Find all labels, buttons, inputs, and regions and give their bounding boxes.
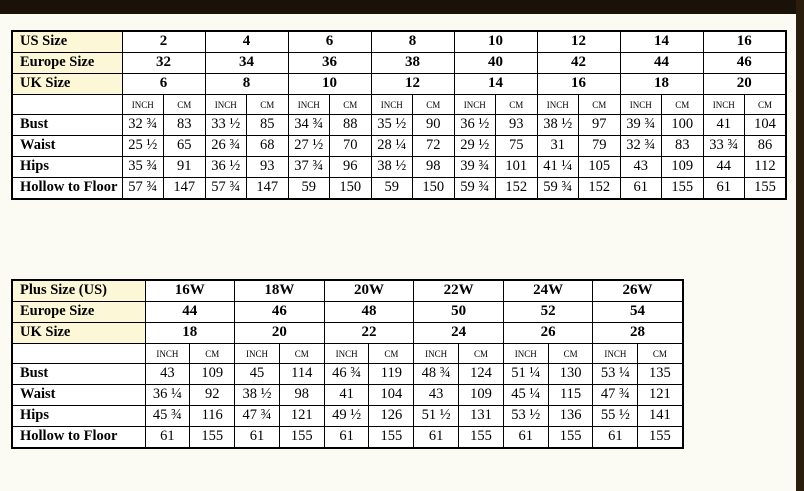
- table-cell: 4: [205, 31, 288, 53]
- table-cell: 18: [620, 74, 703, 95]
- table-cell: 20: [235, 323, 325, 344]
- row-label: Plus Size (US): [12, 280, 145, 302]
- table-cell: 38: [371, 53, 454, 74]
- table-cell: 47 ¾: [235, 406, 280, 427]
- table-cell: 43: [145, 364, 190, 385]
- table-cell: 112: [745, 157, 787, 178]
- table-cell: 49 ½: [324, 406, 369, 427]
- table-cell: 55 ½: [593, 406, 638, 427]
- table-cell: cm: [279, 344, 324, 364]
- table-cell: cm: [369, 344, 414, 364]
- table-cell: 121: [279, 406, 324, 427]
- table-cell: cm: [247, 95, 289, 115]
- table-cell: 59 ¾: [454, 178, 496, 200]
- row-label: [12, 95, 122, 115]
- table-cell: 70: [330, 136, 372, 157]
- table-cell: 124: [459, 364, 504, 385]
- table-cell: 28: [593, 323, 683, 344]
- row-label: Hips: [12, 406, 145, 427]
- table-cell: 97: [579, 115, 621, 136]
- table-cell: 48 ¾: [414, 364, 459, 385]
- table-cell: 2: [122, 31, 205, 53]
- table-cell: 34 ¾: [288, 115, 330, 136]
- table-cell: 41 ¼: [537, 157, 579, 178]
- table-cell: 155: [369, 427, 414, 449]
- table-cell: 155: [459, 427, 504, 449]
- table-cell: inch: [414, 344, 459, 364]
- table-cell: 152: [496, 178, 538, 200]
- row-label: Hips: [12, 157, 122, 178]
- table-cell: cm: [638, 344, 683, 364]
- table-cell: 131: [459, 406, 504, 427]
- table-cell: 8: [371, 31, 454, 53]
- row-label: [12, 344, 145, 364]
- table-cell: 40: [454, 53, 537, 74]
- table-cell: 109: [190, 364, 235, 385]
- table-cell: 48: [324, 302, 414, 323]
- table-cell: 65: [164, 136, 206, 157]
- table-cell: 57 ¾: [122, 178, 164, 200]
- table-row: [12, 344, 683, 364]
- table-cell: 29 ½: [454, 136, 496, 157]
- table-cell: cm: [662, 95, 704, 115]
- table-cell: 90: [413, 115, 455, 136]
- table-cell: 61: [145, 427, 190, 449]
- plus-size-chart-table: [11, 279, 684, 449]
- table-cell: inch: [324, 344, 369, 364]
- table-cell: 57 ¾: [205, 178, 247, 200]
- table-cell: 72: [413, 136, 455, 157]
- table-cell: 79: [579, 136, 621, 157]
- table-cell: inch: [371, 95, 413, 115]
- row-label: Waist: [12, 136, 122, 157]
- table-cell: 38 ½: [371, 157, 413, 178]
- table-cell: 61: [503, 427, 548, 449]
- table-cell: 33 ¾: [703, 136, 745, 157]
- table-cell: 16: [537, 74, 620, 95]
- table-cell: 91: [164, 157, 206, 178]
- table-cell: 36: [288, 53, 371, 74]
- table-cell: 75: [496, 136, 538, 157]
- table-cell: 92: [190, 385, 235, 406]
- table-cell: 6: [288, 31, 371, 53]
- table-cell: 93: [496, 115, 538, 136]
- table-cell: 141: [638, 406, 683, 427]
- row-label: US Size: [12, 31, 122, 53]
- table-cell: 25 ½: [122, 136, 164, 157]
- row-label: Hollow to Floor: [12, 427, 145, 449]
- table-cell: 20: [703, 74, 786, 95]
- table-row: [12, 115, 786, 136]
- table-cell: 16: [703, 31, 786, 53]
- table-cell: 14: [454, 74, 537, 95]
- row-label: Hollow to Floor: [12, 178, 122, 200]
- table-row: [12, 302, 683, 323]
- table-cell: 155: [190, 427, 235, 449]
- table-cell: 10: [454, 31, 537, 53]
- table-cell: 155: [548, 427, 593, 449]
- table-cell: 22: [324, 323, 414, 344]
- table-cell: 115: [548, 385, 593, 406]
- row-label: Europe Size: [12, 302, 145, 323]
- table-cell: 38 ½: [537, 115, 579, 136]
- table-cell: cm: [164, 95, 206, 115]
- table-cell: 52: [503, 302, 593, 323]
- table-cell: inch: [503, 344, 548, 364]
- table-cell: 155: [279, 427, 324, 449]
- table-cell: 41: [324, 385, 369, 406]
- table-cell: 45 ¾: [145, 406, 190, 427]
- table-cell: 26 ¾: [205, 136, 247, 157]
- table-cell: 46: [703, 53, 786, 74]
- table-cell: 18W: [235, 280, 325, 302]
- row-label: UK Size: [12, 74, 122, 95]
- table-cell: 43: [414, 385, 459, 406]
- table-cell: 119: [369, 364, 414, 385]
- table-cell: 104: [369, 385, 414, 406]
- table-cell: 61: [593, 427, 638, 449]
- table-cell: inch: [454, 95, 496, 115]
- table-cell: 61: [235, 427, 280, 449]
- table-cell: 32 ¾: [620, 136, 662, 157]
- table-cell: 86: [745, 136, 787, 157]
- table-row: [12, 74, 786, 95]
- table-cell: 83: [662, 136, 704, 157]
- table-cell: 96: [330, 157, 372, 178]
- table-row: [12, 323, 683, 344]
- table-cell: inch: [593, 344, 638, 364]
- table-cell: inch: [620, 95, 662, 115]
- table-cell: 150: [330, 178, 372, 200]
- table-cell: 51 ½: [414, 406, 459, 427]
- table-cell: 31: [537, 136, 579, 157]
- table-cell: cm: [190, 344, 235, 364]
- table-row: [12, 95, 786, 115]
- table-cell: 43: [620, 157, 662, 178]
- table-row: [12, 31, 786, 53]
- table-cell: 46 ¾: [324, 364, 369, 385]
- table-cell: cm: [330, 95, 372, 115]
- table-cell: 61: [414, 427, 459, 449]
- table-cell: 100: [662, 115, 704, 136]
- row-label: Waist: [12, 385, 145, 406]
- table-cell: 47 ¾: [593, 385, 638, 406]
- table-cell: 59: [371, 178, 413, 200]
- table-cell: 28 ¼: [371, 136, 413, 157]
- table-cell: 98: [413, 157, 455, 178]
- table-cell: 42: [537, 53, 620, 74]
- row-label: Bust: [12, 364, 145, 385]
- table-cell: 37 ¾: [288, 157, 330, 178]
- table-cell: 8: [205, 74, 288, 95]
- table-cell: 44: [703, 157, 745, 178]
- table-cell: 61: [620, 178, 662, 200]
- row-label: UK Size: [12, 323, 145, 344]
- table-cell: 46: [235, 302, 325, 323]
- table-cell: 83: [164, 115, 206, 136]
- table-cell: cm: [548, 344, 593, 364]
- table-cell: 68: [247, 136, 289, 157]
- table-cell: 39 ¾: [454, 157, 496, 178]
- table-cell: 45: [235, 364, 280, 385]
- table-cell: cm: [459, 344, 504, 364]
- table-cell: 34: [205, 53, 288, 74]
- table-row: [12, 364, 683, 385]
- table-row: [12, 385, 683, 406]
- table-cell: 101: [496, 157, 538, 178]
- table-cell: 41: [703, 115, 745, 136]
- table-cell: inch: [703, 95, 745, 115]
- table-cell: 6: [122, 74, 205, 95]
- table-cell: 155: [662, 178, 704, 200]
- table-cell: 39 ¾: [620, 115, 662, 136]
- table-cell: 38 ½: [235, 385, 280, 406]
- table-cell: 114: [279, 364, 324, 385]
- table-cell: 147: [247, 178, 289, 200]
- table-cell: 135: [638, 364, 683, 385]
- standard-size-chart-table: [11, 30, 787, 200]
- table-cell: 116: [190, 406, 235, 427]
- table-cell: 12: [371, 74, 454, 95]
- table-row: [12, 427, 683, 449]
- table-row: [12, 178, 786, 200]
- page-right-border: [796, 0, 804, 491]
- table-cell: inch: [235, 344, 280, 364]
- table-cell: 50: [414, 302, 504, 323]
- table-cell: cm: [579, 95, 621, 115]
- table-cell: 104: [745, 115, 787, 136]
- row-label: Europe Size: [12, 53, 122, 74]
- table-cell: 130: [548, 364, 593, 385]
- table-cell: cm: [413, 95, 455, 115]
- table-cell: inch: [205, 95, 247, 115]
- table-cell: 36 ¼: [145, 385, 190, 406]
- table-cell: 85: [247, 115, 289, 136]
- table-cell: 136: [548, 406, 593, 427]
- table-cell: 33 ½: [205, 115, 247, 136]
- table-cell: 32 ¾: [122, 115, 164, 136]
- row-label: Bust: [12, 115, 122, 136]
- table-cell: 121: [638, 385, 683, 406]
- table-cell: 51 ¼: [503, 364, 548, 385]
- table-cell: 44: [620, 53, 703, 74]
- table-cell: 26W: [593, 280, 683, 302]
- table-cell: 59 ¾: [537, 178, 579, 200]
- table-cell: inch: [537, 95, 579, 115]
- table-cell: 53 ½: [503, 406, 548, 427]
- table-cell: 54: [593, 302, 683, 323]
- table-cell: 150: [413, 178, 455, 200]
- table-cell: 59: [288, 178, 330, 200]
- table-cell: 45 ¼: [503, 385, 548, 406]
- table-cell: 22W: [414, 280, 504, 302]
- table-cell: 36 ½: [205, 157, 247, 178]
- table-cell: 20W: [324, 280, 414, 302]
- table-cell: 35 ¾: [122, 157, 164, 178]
- table-cell: 36 ½: [454, 115, 496, 136]
- table-row: [12, 157, 786, 178]
- table-cell: 155: [638, 427, 683, 449]
- table-cell: 16W: [145, 280, 235, 302]
- table-cell: 126: [369, 406, 414, 427]
- table-cell: 88: [330, 115, 372, 136]
- table-row: [12, 406, 683, 427]
- table-cell: 24: [414, 323, 504, 344]
- table-cell: 109: [662, 157, 704, 178]
- table-cell: 27 ½: [288, 136, 330, 157]
- table-cell: 35 ½: [371, 115, 413, 136]
- table-cell: 12: [537, 31, 620, 53]
- table-cell: 61: [703, 178, 745, 200]
- table-cell: 18: [145, 323, 235, 344]
- table-cell: 109: [459, 385, 504, 406]
- table-cell: inch: [288, 95, 330, 115]
- table-cell: 152: [579, 178, 621, 200]
- table-cell: cm: [496, 95, 538, 115]
- table-row: [12, 136, 786, 157]
- table-cell: cm: [745, 95, 787, 115]
- table-cell: 93: [247, 157, 289, 178]
- table-cell: 24W: [503, 280, 593, 302]
- table-cell: 53 ¼: [593, 364, 638, 385]
- table-cell: 44: [145, 302, 235, 323]
- table-cell: 98: [279, 385, 324, 406]
- table-row: [12, 280, 683, 302]
- table-cell: 32: [122, 53, 205, 74]
- table-cell: 14: [620, 31, 703, 53]
- table-cell: inch: [122, 95, 164, 115]
- table-cell: 155: [745, 178, 787, 200]
- table-cell: 26: [503, 323, 593, 344]
- page-top-border: [0, 0, 804, 15]
- table-row: [12, 53, 786, 74]
- table-cell: 10: [288, 74, 371, 95]
- size-chart-page: [0, 14, 796, 491]
- table-cell: 147: [164, 178, 206, 200]
- table-cell: 61: [324, 427, 369, 449]
- table-cell: inch: [145, 344, 190, 364]
- table-cell: 105: [579, 157, 621, 178]
